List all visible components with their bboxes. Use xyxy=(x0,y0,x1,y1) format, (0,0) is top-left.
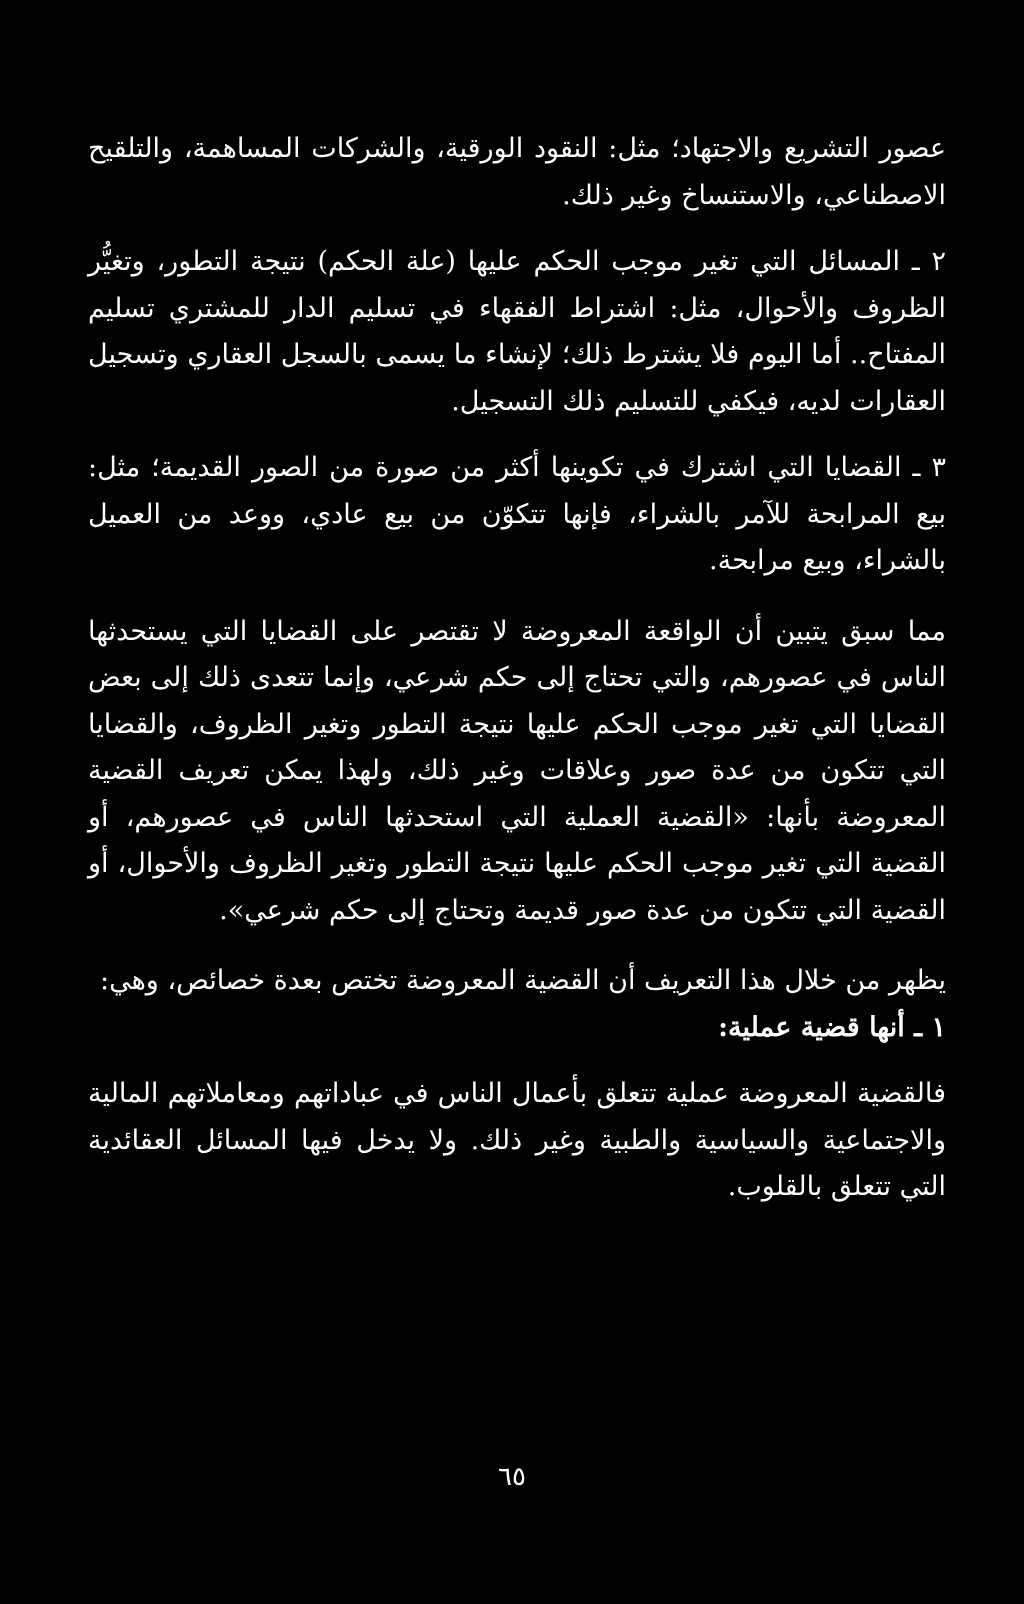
paragraph-characteristics-intro: يظهر من خلال هذا التعريف أن القضية المعروضة تختص بعدة خصائص، وهي: xyxy=(99,965,946,996)
page-number: ٦٥ xyxy=(498,1462,526,1492)
section-heading: ١ ـ أنها قضية عملية: xyxy=(718,1011,946,1043)
paragraph-definition: مما سبق يتبين أن الواقعة المعروضة لا تقتصر على القضايا التي يستحدثها الناس في عصورهم، والتي تحتاج إلى حكم شرعي، وإنما تتعدى ذلك إلى بعض القضايا التي تغير موجب الحكم عليها نتيجة التطور وتغير الظروف، والقضايا التي تتكون من عدة صور وعلاقات وغير ذلك، ولهذا يمكن تعريف القضية المعروضة بأنها: «القضية العملية التي استحدثها الناس في عصورهم، أو القضية التي تغير موجب الحكم عليها نتيجة التطور وتغير الظروف والأحوال، أو القضية التي تتكون من عدة صور قديمة وتحتاج إلى حكم شرعي». xyxy=(88,615,946,926)
paragraph-continuation: عصور التشريع والاجتهاد؛ مثل: النقود الورقية، والشركات المساهمة، والتلقيح الاصطناعي، والاستنساخ وغير ذلك. xyxy=(88,133,946,211)
paragraph-item-2: ٢ ـ المسائل التي تغير موجب الحكم عليها (علة الحكم) نتيجة التطور، وتغيُّر الظروف والأحوال، مثل: اشتراط الفقهاء في تسليم الدار للمشتري تسليم المفتاح.. أما اليوم فلا يشترط ذلك؛ لإنشاء ما يسمى بالسجل العقاري وتسجيل العقارات لديه، فيكفي للتسليم ذلك التسجيل. xyxy=(88,246,946,417)
paragraph-item-3: ٣ ـ القضايا التي اشترك في تكوينها أكثر من صورة من الصور القديمة؛ مثل: بيع المرابحة للآمر بالشراء، فإنها تتكوّن من بيع عادي، ووعد من العميل بالشراء، وبيع مرابحة. xyxy=(88,452,947,576)
page-body xyxy=(88,126,946,1211)
paragraph-practical-issue: فالقضية المعروضة عملية تتعلق بأعمال الناس في عباداتهم ومعاملاتهم المالية والاجتماعية والسياسية والطبية وغير ذلك. ولا يدخل فيها المسائل العقائدية التي تتعلق بالقلوب. xyxy=(88,1078,946,1202)
